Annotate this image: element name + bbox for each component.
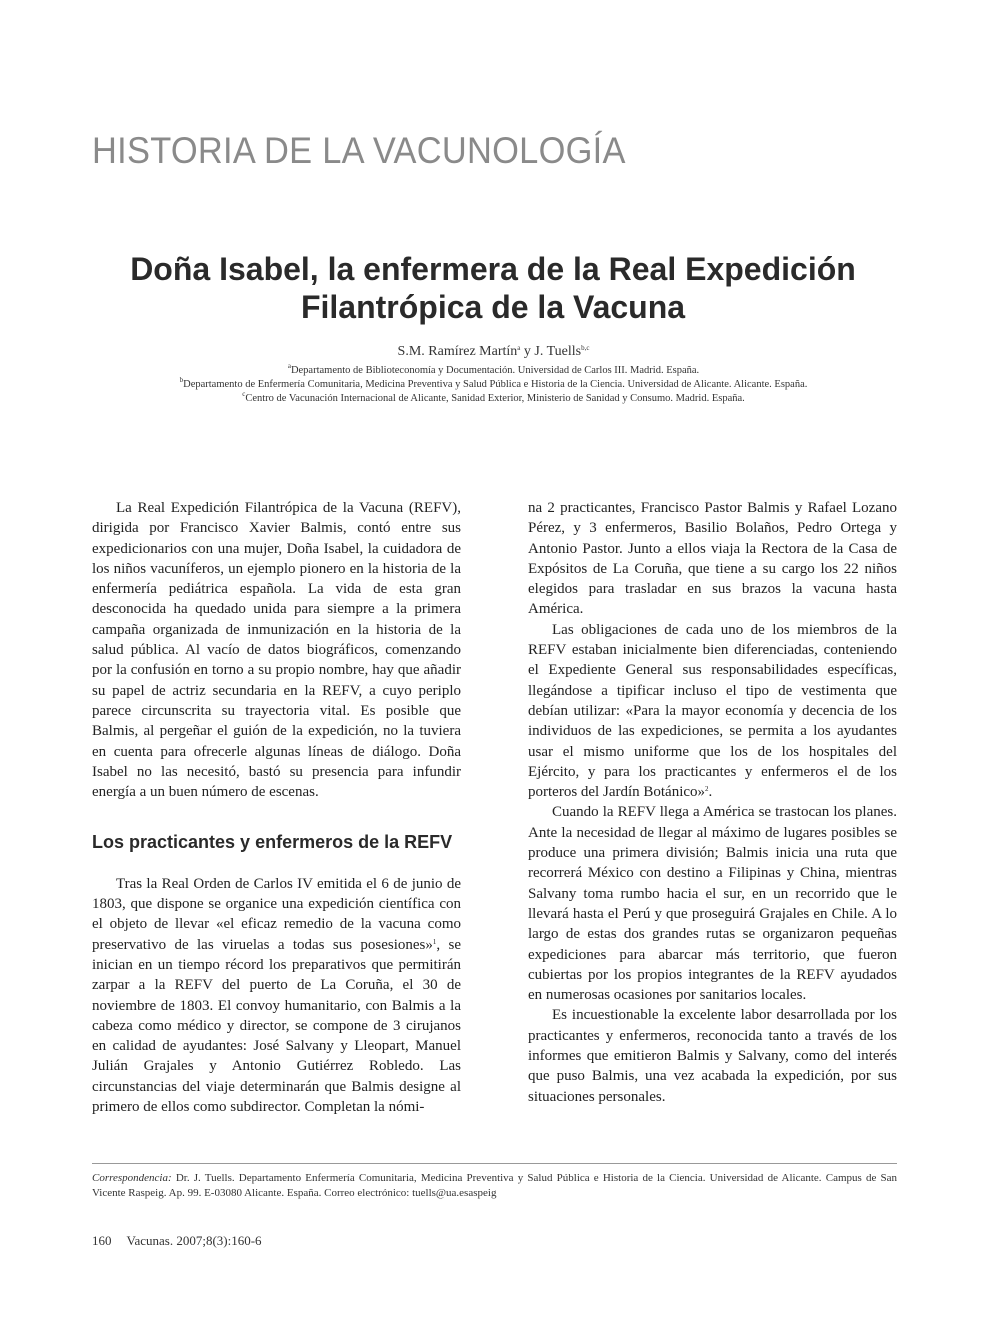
author-name: S.M. Ramírez Martín [397, 344, 518, 359]
intro-paragraph: La Real Expedición Filantrópica de la Vacuna (REFV), dirigida por Francisco Xavier Balmis, contó entre sus expedicionarios con una mujer, Doña Isabel, la cuidadora de los niños vacuníferos, un ejemplo pionero en la historia de la enfermería pediátrica española. La vida de esta gran desconocida ha quedado unida para siempre a la primera campaña organizada de inmunización en la historia de la salud pública. Al vacío de datos biográficos, comenzando por la confusión en torno a su propio nombre, hay que añadir su papel de actriz secundaria en la REFV, a cuyo periplo parece circunscrita su trayectoria vital. Es posible que Balmis, al pergeñar el guión de la expedición, no la tuviera en cuenta para ofrecerle algunas líneas de diálogo. Doña Isabel no las necesitó, bastó su presencia para infundir energía a un buen número de escenas. [92, 500, 461, 801]
author-affil-marker: b,c [581, 344, 590, 352]
author-name: J. Tuells [534, 344, 582, 359]
body-paragraph-continued: na 2 practicantes, Francisco Pastor Balmis y Rafael Lozano Pérez, y 3 enfermeros, Basilio Bolaños, Pedro Ortega y Antonio Pastor. Junto a ellos viaja la Rectora de la Casa de Expósitos de La Coruña, que tiene a su cargo los 22 niños elegidos para trasladar en sus brazos la vacuna hasta América. [528, 500, 897, 618]
body-paragraph [528, 620, 897, 803]
affiliation-marker: a [287, 362, 291, 370]
page-footer [92, 1233, 262, 1249]
paragraph-text: . [708, 784, 713, 801]
author-joiner: y [520, 344, 535, 359]
body-paragraph [92, 874, 461, 1118]
paragraph-text: Las obligaciones de cada uno de los miembros de la REFV estaban inicialmente bien diferenciadas, conteniendo el Expediente General sus responsabilidades específicas, llegándose a tipificar incluso el tipo de vestimenta que debían utilizar: «Para la mayor economía y decencia de los individuos de las expediciones, se permita a los ayudantes usar el mismo uniforme que los de los hospitales del Ejército, y para los practicantes y enfermeros el de los porteros del Jardín Botánico» [528, 621, 897, 801]
affiliations [0, 364, 987, 406]
article-title-line-1: Doña Isabel, la enfermera de la Real Expedición [130, 251, 856, 287]
affiliation-line [0, 378, 987, 392]
affiliation-marker: b [179, 376, 184, 384]
paragraph-text: Tras la Real Orden de Carlos IV emitida el 6 de junio de 1803, que dispone se organice una expedición científica con el objeto de llevar «el eficaz remedio de la vacuna como preservativo de las viruelas a todas sus posesiones» [92, 875, 461, 953]
body-column-left [92, 498, 461, 1117]
affiliation-text: Departamento de Enfermería Comunitaria, Medicina Preventiva y Salud Pública e Historia de la Ciencia. Universidad de Alicante. Alicante. España. [183, 379, 808, 390]
footnote-divider [92, 1163, 897, 1164]
reference-marker: 1 [432, 937, 437, 946]
body-paragraph: Cuando la REFV llega a América se trastocan los planes. Ante la necesidad de llegar al máximo de lugares posibles se produce una primera división; Balmis inicia una ruta que recorrerá México con destino a Filipinas y China, mientras Salvany toma rumbo hacia el sur, en un recorrido que le llevará hasta el Perú y que proseguirá Grajales en Chile. A lo largo de estas dos grandes rutas se organizaron pequeñas expediciones para abarcar más territorio, que fueron cubiertas por los propios integrantes de la REFV ayudados en numerosas ocasiones por sanitarios locales. [528, 804, 897, 1004]
author-list [0, 344, 987, 360]
affiliation-text: Centro de Vacunación Internacional de Alicante, Sanidad Exterior, Ministerio de Sanidad y Consumo. Madrid. España. [245, 393, 745, 404]
journal-citation: Vacunas. 2007;8(3):160-6 [126, 1233, 262, 1248]
section-heading: HISTORIA DE LA VACUNOLOGÍA [92, 130, 626, 171]
reference-marker: 2 [705, 785, 709, 794]
affiliation-text: Departamento de Biblioteconomía y Documentación. Universidad de Carlos III. Madrid. España. [290, 365, 700, 376]
page-number: 160 [92, 1233, 112, 1248]
author-affil-marker: a [517, 344, 521, 352]
correspondence-note [92, 1171, 897, 1201]
section-subheading: Los practicantes y enfermeros de la REFV [92, 832, 453, 853]
article-title [80, 250, 906, 326]
correspondence-text: Dr. J. Tuells. Departamento Enfermería Comunitaria, Medicina Preventiva y Salud Pública e Historia de la Ciencia. Universidad de Alicante. Campus de San Vicente Raspeig. Ap. 99. E-03080 Alicante. España. Correo electrónico: tuells@ua.esaspeig [92, 1172, 898, 1199]
body-column-right [528, 498, 897, 1107]
affiliation-line [0, 364, 987, 378]
article-title-line-2: Filantrópica de la Vacuna [300, 289, 686, 325]
paragraph-text: , se inician en un tiempo récord los preparativos que permitirán zarpar a la REFV del puerto de La Coruña, el 30 de noviembre de 1803. El convoy humanitario, con Balmis a la cabeza como médico y director, se compone de 3 cirujanos en calidad de ayudantes: José Salvany y Lleopart, Manuel Julián Grajales y Antonio Gutiérrez Robledo. Las circunstancias del viaje determinarán que Balmis designe al primero de ellos como subdirector. Completan la nómi- [92, 936, 461, 1116]
affiliation-line [0, 392, 987, 406]
correspondence-label: Correspondencia: [92, 1172, 172, 1184]
affiliation-marker: c [242, 390, 246, 398]
body-paragraph: Es incuestionable la excelente labor desarrollada por los practicantes y enfermeros, reconocida tanto a través de los informes que emitieron Balmis y Salvany, como del interés que puso Balmis, una vez acabada la expedición, por sus situaciones personales. [528, 1007, 897, 1105]
